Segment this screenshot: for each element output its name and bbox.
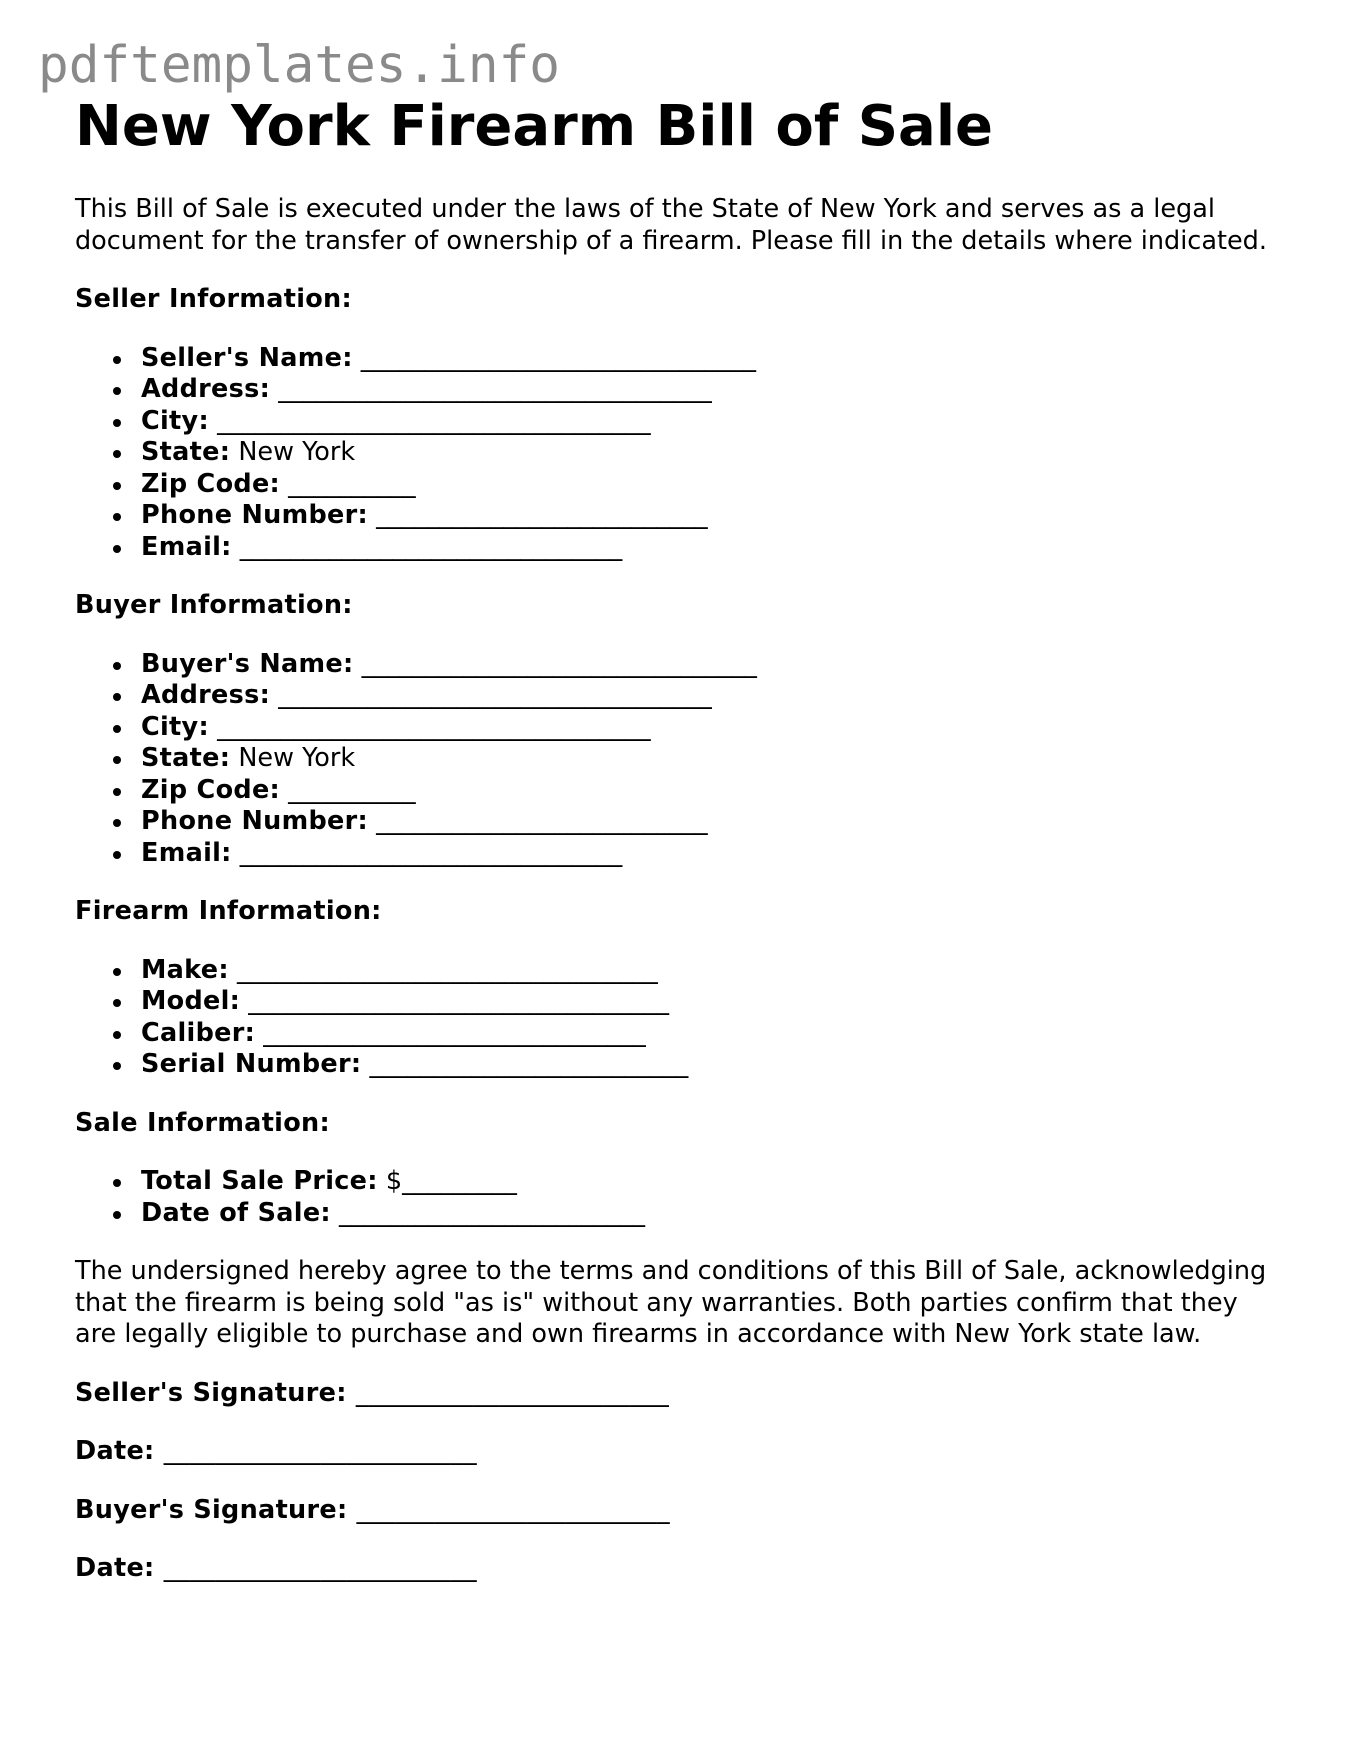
field-value: New York: [238, 437, 356, 467]
terms-paragraph: The undersigned hereby agree to the terms and conditions of this Bill of Sale, acknowledging that the firearm is being sold "as is" without any warranties. Both parties confirm that they are legally eligible to purchase and own firearms in accordance with New York state law.: [75, 1256, 1267, 1349]
buyer-name-field[interactable]: [141, 649, 1295, 681]
seller-email-field[interactable]: [141, 532, 1295, 564]
buyer-email-field[interactable]: [141, 838, 1295, 870]
buyer-date-field[interactable]: [75, 1553, 1295, 1585]
field-label: Buyer's Name:: [141, 648, 354, 679]
field-label: Total Sale Price:: [141, 1166, 378, 1196]
date-line: ________________________: [163, 1436, 477, 1466]
field-value: ________________________: [339, 1197, 646, 1228]
firearm-field-list: [75, 955, 1295, 1081]
signature-line: ________________________: [356, 1494, 670, 1525]
watermark: pdftemplates.info: [38, 36, 560, 95]
field-label: Address:: [141, 680, 271, 710]
seller-field-list: [75, 343, 1295, 564]
field-value: ______________________________: [239, 837, 623, 868]
intro-paragraph: This Bill of Sale is executed under the laws of the State of New York and serves as a legal document for the transfer of ownership of a firearm. Please fill in the details where indicated.: [75, 194, 1267, 256]
signature-label: Seller's Signature:: [75, 1377, 347, 1408]
seller-address-field[interactable]: [141, 374, 1295, 406]
field-value: _______________________________: [360, 342, 757, 373]
seller-city-field[interactable]: [141, 406, 1295, 438]
sale-price-field[interactable]: [141, 1166, 1295, 1198]
sale-field-list: [75, 1166, 1295, 1229]
field-label: Make:: [141, 954, 229, 985]
field-value: _________________________________: [248, 986, 670, 1016]
field-label: State:: [141, 437, 231, 467]
buyer-section-heading: Buyer Information:: [75, 590, 353, 620]
field-label: Zip Code:: [141, 468, 281, 499]
field-label: Date of Sale:: [141, 1197, 331, 1228]
buyer-field-list: [75, 649, 1295, 870]
field-label: Phone Number:: [141, 806, 368, 836]
seller-date-field[interactable]: [75, 1436, 1295, 1468]
field-label: Seller's Name:: [141, 342, 353, 373]
document-title: New York Firearm Bill of Sale: [75, 94, 994, 159]
buyer-signature-field[interactable]: [75, 1495, 1295, 1527]
field-value: _________________________________: [236, 954, 658, 985]
firearm-serial-field[interactable]: [141, 1049, 1295, 1081]
firearm-model-field[interactable]: [141, 986, 1295, 1018]
sale-date-field[interactable]: [141, 1198, 1295, 1230]
field-label: Email:: [141, 837, 232, 868]
field-value: $_________: [385, 1166, 517, 1196]
firearm-caliber-field[interactable]: [141, 1018, 1295, 1050]
seller-zip-field[interactable]: [141, 469, 1295, 501]
field-value: __________: [288, 468, 416, 499]
field-value: __________________________________: [217, 405, 651, 436]
buyer-city-field[interactable]: [141, 712, 1295, 744]
signature-label: Buyer's Signature:: [75, 1494, 348, 1525]
field-value: ______________________________: [239, 531, 623, 562]
date-line: ________________________: [163, 1553, 477, 1583]
sale-section-heading: Sale Information:: [75, 1107, 330, 1138]
document-page: [75, 92, 1295, 1585]
field-label: Phone Number:: [141, 500, 368, 530]
firearm-section-heading: Firearm Information:: [75, 896, 382, 926]
buyer-state-field: [141, 743, 1295, 775]
buyer-zip-field[interactable]: [141, 775, 1295, 807]
field-label: City:: [141, 711, 209, 742]
firearm-make-field[interactable]: [141, 955, 1295, 987]
seller-section-heading: Seller Information:: [75, 284, 352, 314]
field-label: Address:: [141, 374, 271, 404]
field-label: Zip Code:: [141, 774, 281, 805]
seller-signature-field[interactable]: [75, 1378, 1295, 1410]
field-value: _________________________: [369, 1049, 689, 1079]
buyer-address-field[interactable]: [141, 680, 1295, 712]
field-value: New York: [238, 743, 356, 773]
seller-state-field: [141, 437, 1295, 469]
field-label: Model:: [141, 986, 241, 1016]
date-label: Date:: [75, 1436, 155, 1466]
field-value: __________________________: [376, 806, 708, 836]
field-value: __________: [288, 774, 416, 805]
field-value: __________________________________: [278, 680, 712, 710]
field-value: ______________________________: [263, 1017, 646, 1048]
date-label: Date:: [75, 1553, 155, 1583]
field-value: __________________________________: [278, 374, 712, 404]
seller-name-field[interactable]: [141, 343, 1295, 375]
signature-line: ________________________: [355, 1377, 670, 1408]
field-label: Caliber:: [141, 1017, 256, 1048]
field-label: Serial Number:: [141, 1049, 362, 1079]
buyer-phone-field[interactable]: [141, 806, 1295, 838]
field-label: Email:: [141, 531, 232, 562]
field-value: __________________________: [376, 500, 708, 530]
field-label: State:: [141, 743, 231, 773]
field-value: __________________________________: [217, 711, 651, 742]
field-value: _______________________________: [361, 648, 757, 679]
field-label: City:: [141, 405, 209, 436]
seller-phone-field[interactable]: [141, 500, 1295, 532]
